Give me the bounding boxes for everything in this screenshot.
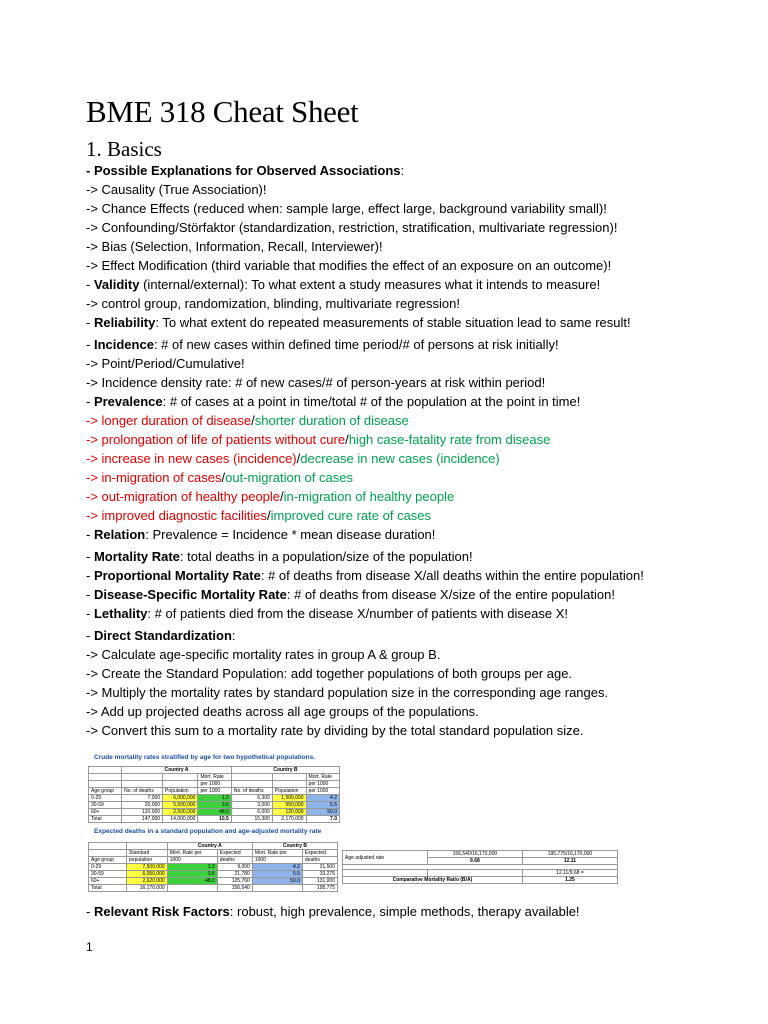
text-line: -> Effect Modification (third variable that modifies the effect of an exposure on an outcome)! <box>86 258 612 273</box>
page-number: 1 <box>86 940 93 954</box>
table-row: 60+ 2,620,000 48.0 125,760 50.0 131,000 <box>89 878 338 885</box>
text-line: - Relevant Risk Factors: robust, high prevalence, simple methods, therapy available! <box>86 904 580 919</box>
table-row: 30-59 6,050,000 3.6 21,780 5.5 33,275 <box>89 871 338 878</box>
text-line: -> control group, randomization, blinding, multivariate regression! <box>86 296 460 311</box>
text-line: -> increase in new cases (incidence)/decrease in new cases (incidence) <box>86 451 500 466</box>
text-line: -> Convert this sum to a mortality rate by dividing by the total standard population size. <box>86 723 584 738</box>
text-line: -> Confounding/Störfaktor (standardization, restriction, stratification, multivariate regression)! <box>86 220 618 235</box>
text-line: -> Create the Standard Population: add together populations of both groups per age. <box>86 666 573 681</box>
text-line: -> Calculate age-specific mortality rates in group A & group B. <box>86 647 441 662</box>
text-line: -> Multiply the mortality rates by standard population size in the corresponding age ranges. <box>86 685 609 700</box>
table-row: 0-29 7,500,000 1.2 9,000 4.2 31,500 <box>89 864 338 871</box>
table-row: 30-59 20,000 5,500,000 3.6 3,000 550,000 5.5 <box>89 802 340 809</box>
table-row: 0-29 7,000 6,000,000 1.2 6,300 1,500,000 4.2 <box>89 795 340 802</box>
text-line: -> Point/Period/Cumulative! <box>86 356 245 371</box>
text-line: - Lethality: # of patients died from the disease X/number of patients with disease X! <box>86 606 568 621</box>
table-row: Total 147,000 14,000,000 10.5 15,300 2,170,000 7.0 <box>89 816 340 823</box>
text-line: -> Bias (Selection, Information, Recall, Interviewer)! <box>86 239 383 254</box>
text-line: - Incidence: # of new cases within defined time period/# of persons at risk initially! <box>86 337 559 352</box>
text-line: - Validity (internal/external): To what extent a study measures what it intends to measure! <box>86 277 601 292</box>
text-line: -> improved diagnostic facilities/improved cure rate of cases <box>86 508 432 523</box>
text-line: - Reliability: To what extent do repeated measurements of stable situation lead to same result! <box>86 315 631 330</box>
text-line: - Prevalence: # of cases at a point in time/total # of the population at the point in time! <box>86 394 581 409</box>
table-row: 60+ 120,000 2,500,000 48.0 6,000 120,000 50.0 <box>89 809 340 816</box>
text-line: - Possible Explanations for Observed Associations: <box>86 163 405 178</box>
text-line: -> in-migration of cases/out-migration of cases <box>86 470 354 485</box>
section-heading: 1. Basics <box>86 137 162 161</box>
text-line: -> out-migration of healthy people/in-migration of healthy people <box>86 489 455 504</box>
text-line: -> Incidence density rate: # of new cases/# of person-years at risk within period! <box>86 375 546 390</box>
text-line: - Direct Standardization: <box>86 628 236 643</box>
expected-deaths-table: Country A Country B Standard Mort. Rate per Expected Mort. Rate per Expected Age group population 1000 deaths 1000 deaths 0-29 7,500,000 1.2 9,000 4.2 31,500 30-59 6,050,000 3.6 21,780 5.5 33,275 60+ 2,620,000 48.0 125,760 50.0 131,000 Total 16,170,000 156,540 195,775 <box>88 842 338 892</box>
document-body <box>86 161 746 740</box>
text-line: - Relation: Prevalence = Incidence * mean disease duration! <box>86 527 436 542</box>
page-title: BME 318 Cheat Sheet <box>86 94 359 129</box>
text-line: - Disease-Specific Mortality Rate: # of deaths from disease X/size of the entire population! <box>86 587 615 602</box>
crude-mortality-table: Country A Country B Mort. Rate Mort. Rate per 1000 per 1000 Age group No. of deaths Population per 1000 No. of deaths Population per 1000 0-29 7,000 6,000,000 1.2 6,300 1,500,000 4.2 30-59 20,000 5,500,000 3.6 3,000 550,000 5.5 60+ 120,000 2,500,000 48.0 6,000 120,000 50.0 Total 147,000 14,000,000 10.5 15,300 2,170,000 7.0 <box>88 766 340 823</box>
table2-caption: Expected deaths in a standard population and age-adjusted mortality rate <box>94 828 322 835</box>
age-adjusted-rate-table: Age adjusted rate 156,540/16,170,000 195,775/16,170,000 9.68 12.11 12.11/9.68 = Comparative Mortality Ratio (B/A) 1.25 <box>342 850 618 884</box>
text-line: -> longer duration of disease/shorter duration of disease <box>86 413 409 428</box>
text-line: -> Add up projected deaths across all age groups of the populations. <box>86 704 479 719</box>
table-row: Total 16,170,000 156,540 195,775 <box>89 885 338 892</box>
text-line: -> prolongation of life of patients without cure/high case-fatality rate from disease <box>86 432 551 447</box>
text-line: -> Chance Effects (reduced when: sample large, effect large, background variability small)! <box>86 201 607 216</box>
text-line: - Proportional Mortality Rate: # of deaths from disease X/all deaths within the entire population! <box>86 568 644 583</box>
text-line: -> Causality (True Association)! <box>86 182 267 197</box>
table1-caption: Crude mortality rates stratified by age for two hypothetical populations. <box>94 754 316 761</box>
text-line: - Mortality Rate: total deaths in a population/size of the population! <box>86 549 473 564</box>
